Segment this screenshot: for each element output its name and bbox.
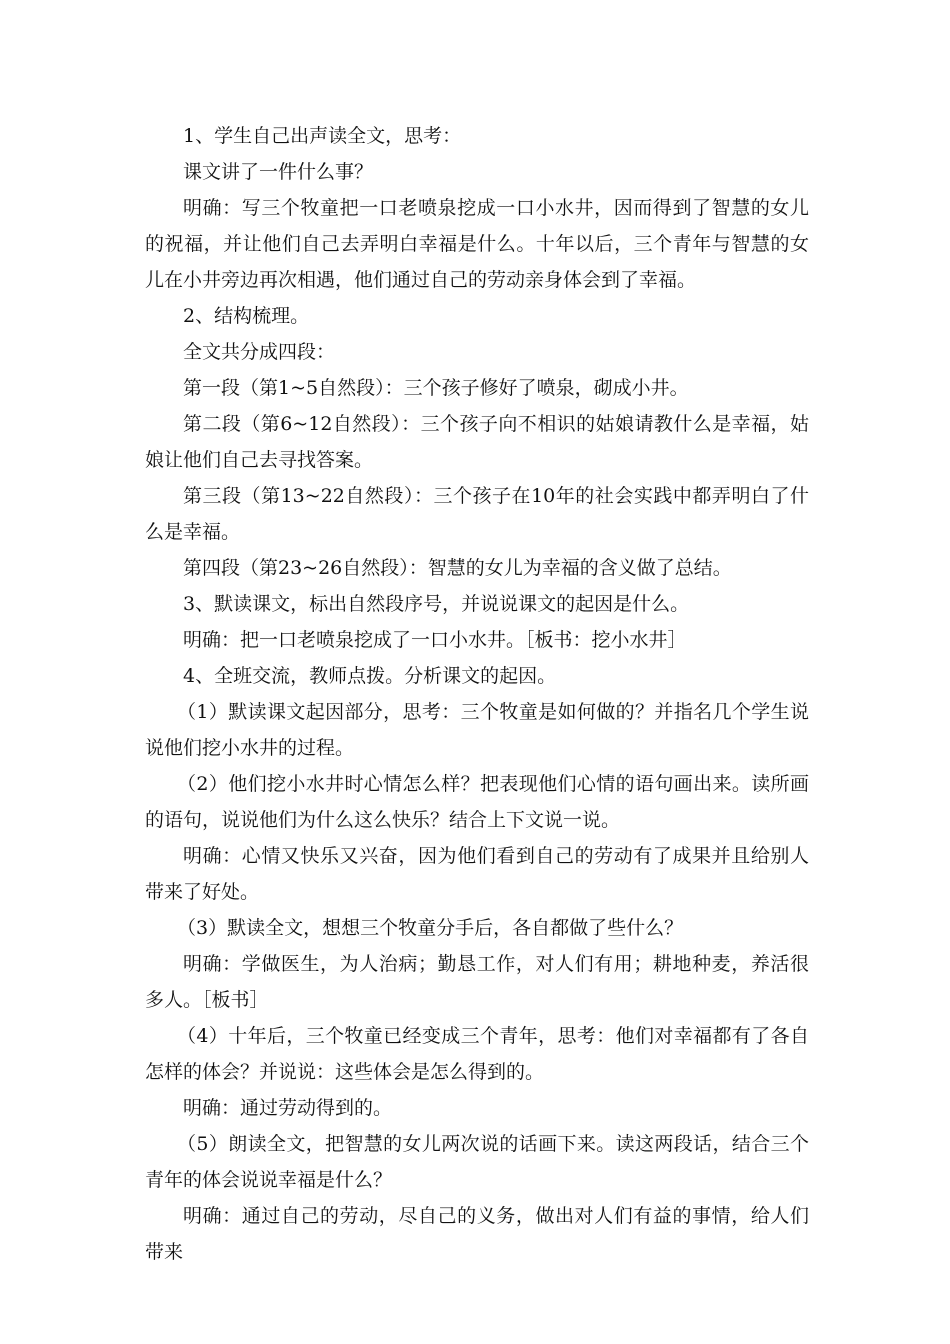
step-1-heading: 1、学生自己出声读全文，思考： — [183, 125, 462, 147]
sub-question-4: （4）十年后，三个牧童已经变成三个青年，思考：他们对幸福都有了各自怎样的体会？并说说：这些体会是怎么得到的。 — [145, 1025, 809, 1083]
answer-cause: 明确：把一口老喷泉挖成了一口小水井。［板书：挖小水井］ — [183, 629, 687, 651]
sub-question-3: （3）默读全文，想想三个牧童分手后，各自都做了些什么？ — [177, 917, 684, 939]
step-3-heading: 3、默读课文，标出自然段序号，并说说课文的起因是什么。 — [183, 593, 690, 615]
answer-mood: 明确：心情又快乐又兴奋，因为他们看到自己的劳动有了成果并且给别人带来了好处。 — [145, 845, 809, 903]
answer-labor: 明确：通过劳动得到的。 — [183, 1097, 393, 1119]
step-4-heading: 4、全班交流，教师点拨。分析课文的起因。 — [183, 665, 557, 687]
section-three: 第三段（第13~22自然段）：三个孩子在10年的社会实践中都弄明白了什么是幸福。 — [145, 485, 809, 543]
sub-question-5: （5）朗读全文，把智慧的女儿两次说的话画下来。读这两段话，结合三个青年的体会说说幸福是什么？ — [145, 1133, 809, 1191]
section-one: 第一段（第1~5自然段）：三个孩子修好了喷泉，砌成小井。 — [183, 377, 689, 399]
answer-happiness: 明确：通过自己的劳动，尽自己的义务，做出对人们有益的事情，给人们带来 — [145, 1205, 809, 1263]
answer-summary: 明确：写三个牧童把一口老喷泉挖成一口小水井，因而得到了智慧的女儿的祝福，并让他们自己去弄明白幸福是什么。十年以后，三个青年与智慧的女儿在小井旁边再次相遇，他们通过自己的劳动亲身体会到了幸福。 — [145, 197, 809, 291]
section-two: 第二段（第6~12自然段）：三个孩子向不相识的姑娘请教什么是幸福，姑娘让他们自己去寻找答案。 — [145, 413, 809, 471]
question-text: 课文讲了一件什么事？ — [183, 161, 374, 183]
answer-activities: 明确：学做医生，为人治病；勤恳工作，对人们有用；耕地种麦，养活很多人。［板书］ — [145, 953, 809, 1011]
sub-question-1: （1）默读课文起因部分，思考：三个牧童是如何做的？并指名几个学生说说他们挖小水井的过程。 — [145, 701, 809, 759]
structure-intro: 全文共分成四段： — [183, 341, 336, 363]
document-body — [145, 118, 809, 1270]
step-2-heading: 2、结构梳理。 — [183, 305, 310, 327]
sub-question-2: （2）他们挖小水井时心情怎么样？把表现他们心情的语句画出来。读所画的语句，说说他们为什么这么快乐？结合上下文说一说。 — [145, 773, 809, 831]
section-four: 第四段（第23~26自然段）：智慧的女儿为幸福的含义做了总结。 — [183, 557, 732, 579]
